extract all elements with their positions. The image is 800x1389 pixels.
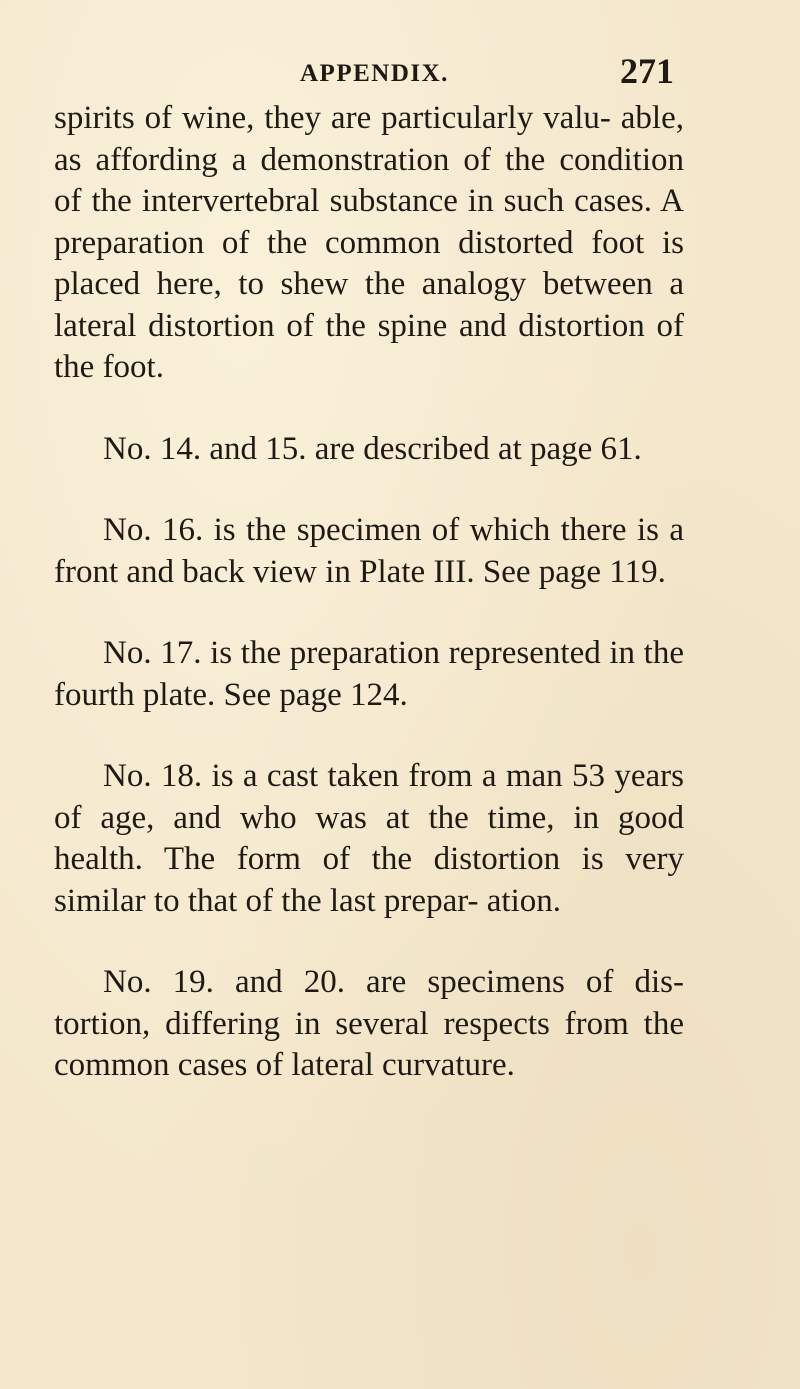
page-header xyxy=(0,50,800,100)
paragraph-no-16: No. 16. is the specimen of which there is a front and back view in Plate III. See page 119. xyxy=(54,512,684,590)
paragraph-no-19-20: No. 19. and 20. are specimens of dis- tortion, differing in several respects from the common cases of lateral curvature. xyxy=(54,964,684,1083)
paragraph-no-18: No. 18. is a cast taken from a man 53 years of age, and who was at the time, in good health. The form of the distortion is very similar to that of the last prepar- ation. xyxy=(54,758,684,919)
paragraph-no-14-15: No. 14. and 15. are described at page 61. xyxy=(103,430,642,467)
paragraph-continuation: spirits of wine, they are particularly valu- able, as affording a demonstration of the condition of the intervertebral substance in such cases. A preparation of the common distorted foot is placed here, to shew the analogy between a lateral distortion of the spine and distortion of the foot. xyxy=(54,100,684,385)
page-number: 271 xyxy=(620,51,674,91)
running-head: APPENDIX. xyxy=(300,60,449,87)
paragraph-no-17: No. 17. is the preparation represented in the fourth plate. See page 124. xyxy=(54,635,684,713)
body-text xyxy=(54,98,684,1087)
